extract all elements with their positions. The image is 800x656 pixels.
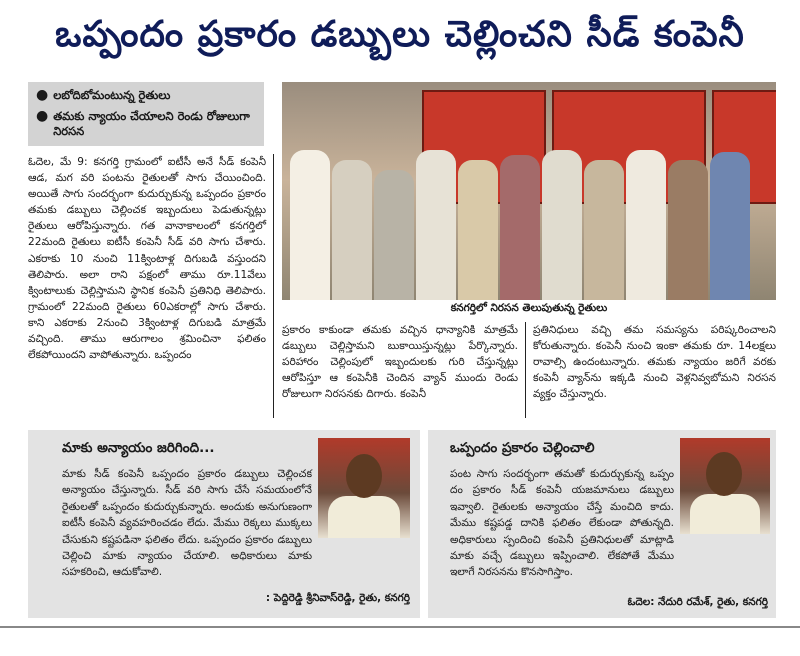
person-shape <box>416 150 456 300</box>
subheadline-box <box>28 82 264 146</box>
shirt-shape <box>690 494 760 534</box>
bullet-text: తమకు న్యాయం చేయాలని రెండు రోజులుగా నిరసన <box>53 108 250 139</box>
article-column-2: ప్రకారం కాకుండా తమకు వచ్చిన ధాన్యానికి మాత్రమే డబ్బులు చెల్లిస్తామని బుకాయిస్తున్నట్లు పేర్కొన్నారు. పరిహారం చెల్లింపులో ఇబ్బందులకు గురి చేస్తున్నట్లు ఆరోపిస్తూ ఆ కంపెనీకి చెందిన వ్యాన్ ముందు రెండు రోజులుగా నిరసనకు దిగారు. కంపెనీ <box>282 324 518 401</box>
quote-box-right <box>428 430 776 618</box>
quote-signature: ఓదెల: నేదురి రమేశ్, రైతు, కనగర్తి <box>627 596 768 608</box>
bullet-icon: ● <box>36 87 49 103</box>
article-column-3: ప్రతినిధులు వచ్చి తమ సమస్యను పరిష్కరించాలని కోరుతున్నారు. కంపెనీ నుంచి ఇంకా తమకు రూ. 14లక్షలు రావాల్సి ఉందంటున్నారు. తమకు న్యాయం జరిగే వరకు కంపెనీ వ్యాన్‌ను ఇక్కడి నుంచి వెళ్లనివ్వబోమని నిరసన వ్యక్తం చేస్తున్నారు. <box>533 324 776 401</box>
quote-box-left <box>28 430 420 618</box>
person-shape <box>458 160 498 300</box>
person-shape <box>626 150 666 300</box>
farmer-photo <box>318 438 410 538</box>
bullet-point <box>36 109 256 140</box>
person-shape <box>500 155 540 300</box>
face-shape <box>346 454 382 498</box>
person-shape <box>668 160 708 300</box>
protest-photo <box>282 82 776 300</box>
quote-title: మాకు అన్యాయం జరిగింది... <box>62 440 215 456</box>
person-shape <box>710 152 750 300</box>
bullet-icon: ● <box>36 107 49 124</box>
person-shape <box>374 170 414 300</box>
photo-caption: కనగర్తిలో నిరసన తెలుపుతున్న రైతులు <box>450 302 608 314</box>
farmer-photo <box>680 438 770 534</box>
column-divider <box>273 154 274 418</box>
bullet-point <box>36 88 256 104</box>
quote-text: పంట సాగు సందర్భంగా తమతో కుదుర్చుకున్న ఒప్పం దం ప్రకారం సీడ్ కంపెనీ యజమానులు డబ్బులు ఇవ్వాలి. రైతులకు అన్యాయం చేస్తే మంచిది కాదు. మేము కష్టపడ్డ దానికి ఫలితం లేకుండా పోతున్నది. అధికారులు స్పందించి కంపెనీ ప్రతినిధులతో మాట్లాడి మాకు వచ్చే డబ్బులు ఇప్పించాలి. లేకపోతే మేము ఇలాగే నిరసనను కొనసాగిస్తాం. <box>450 468 674 579</box>
person-shape <box>332 160 372 300</box>
person-shape <box>290 150 330 300</box>
person-shape <box>584 160 624 300</box>
article-column-1: ఓదెల, మే 9: కనగర్తి గ్రామంలో ఐటీసీ అనే సీడ్ కంపెనీ ఆడ, మగ వరి పంటను రైతులతో సాగు చేయించింది. అయితే సాగు సందర్భంగా కుదుర్చుకున్న ఒప్పందం ప్రకారం తమకు డబ్బులు చెల్లించక ఇబ్బందులు పెడుతున్నట్లు రైతులు ఆరోపిస్తున్నారు. గత వానాకాలంలో కనగర్తిలో 22మంది రైతులు ఐటీసీ కంపెనీ సీడ్ వరి సాగు చేశారు. ఎకరాకు 10 నుంచి 11క్వింటాళ్ల దిగుబడి వస్తుందని తెలిపారు. అలా రాని పక్షంలో తాము రూ.11వేలు క్వింటాలుకు చెల్లిస్తామని స్థానిక కంపెనీ ప్రతినిధి తెలిపారు. గ్రామంలో 22మంది రైతులు 60ఎకరాల్లో సాగు చేశారు. కాని ఎకరాకు 2నుంచి 3క్వింటాళ్ల దిగుబడి మాత్రమే వచ్చింది. తాము ఆరుగాలం శ్రమించినా ఫలితం లేకపోయిందని వాపోతున్నారు. ఒప్పందం <box>28 156 266 362</box>
quote-signature: : పెద్దిరెడ్డి శ్రీనివాస్‌రెడ్డి, రైతు, కనగర్తి <box>265 592 410 604</box>
person-shape <box>542 150 582 300</box>
quote-text: మాకు సీడ్ కంపెనీ ఒప్పందం ప్రకారం డబ్బులు చెల్లించక అన్యాయం చేస్తున్నారు. సీడ్ వరి సాగు చేసే సమయంలోనే రైతులతో ఒప్పందం కుదుర్చుకున్నారు. అందుకు అనుగుణంగా ఐటీసీ కంపెనీ వ్యవహరించడం లేదు. మేము రెక్కలు ముక్కలు చేసుకుని కష్టపడినా ఫలితం లేదు. ఒప్పందం ప్రకారం డబ్బులు చెల్లించి మాకు న్యాయం చేయాలి. అధికారులు మాకు సహకరించి, ఆదుకోవాలి. <box>62 468 312 579</box>
column-divider <box>525 322 526 418</box>
shirt-shape <box>328 496 400 538</box>
bottom-rule <box>0 626 800 628</box>
quote-title: ఒప్పందం ప్రకారం చెల్లించాలి <box>450 440 595 456</box>
bullet-text: లబోదిబోమంటున్న రైతులు <box>53 88 171 102</box>
face-shape <box>706 452 742 496</box>
headline: ఒప్పందం ప్రకారం డబ్బులు చెల్లించని సీడ్ కంపెనీ <box>55 14 745 55</box>
